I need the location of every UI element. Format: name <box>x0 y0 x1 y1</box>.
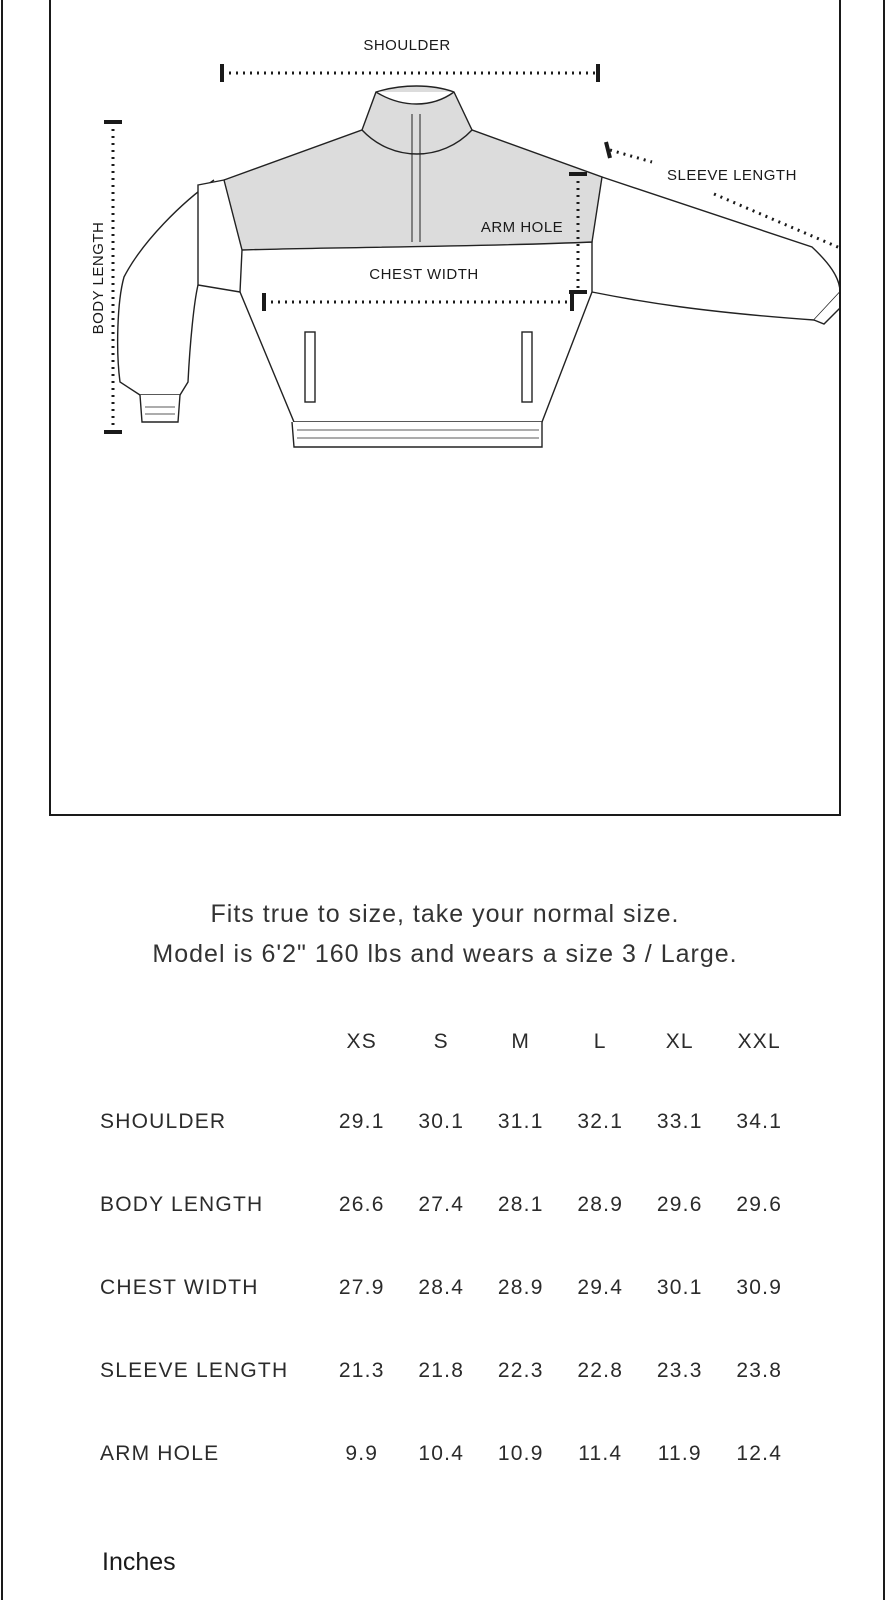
chest-width-dim-label: CHEST WIDTH <box>369 266 479 283</box>
table-cell: 34.1 <box>736 1109 783 1133</box>
row-label: SLEEVE LENGTH <box>100 1358 289 1382</box>
table-cell: 30.1 <box>418 1109 465 1133</box>
table-cell: 31.1 <box>497 1109 544 1133</box>
table-cell: 21.3 <box>338 1358 385 1382</box>
table-cell: 29.4 <box>577 1275 624 1299</box>
table-cell: 32.1 <box>577 1109 624 1133</box>
units-label: Inches <box>102 1548 176 1576</box>
table-cell: 11.9 <box>657 1441 702 1465</box>
row-label: SHOULDER <box>100 1109 227 1133</box>
shoulder-dim-label: SHOULDER <box>363 37 451 54</box>
fit-note: Fits true to size, take your normal size. <box>210 900 680 928</box>
table-row <box>100 1329 799 1412</box>
table-row <box>100 1163 799 1246</box>
table-cell: 30.9 <box>736 1275 783 1299</box>
size-header: S <box>433 1030 449 1053</box>
table-cell: 28.9 <box>577 1192 624 1216</box>
table-cell: 12.4 <box>736 1441 783 1465</box>
table-row <box>100 1246 799 1329</box>
table-cell: 11.4 <box>578 1441 623 1465</box>
table-cell: 33.1 <box>656 1109 703 1133</box>
table-row <box>100 1080 799 1163</box>
table-cell: 29.6 <box>656 1192 703 1216</box>
model-note: Model is 6'2" 160 lbs and wears a size 3 / Large. <box>152 940 738 968</box>
size-header: XXL <box>737 1030 781 1053</box>
sleeve-length-dim-label: SLEEVE LENGTH <box>667 167 797 184</box>
size-header: XL <box>665 1030 694 1053</box>
table-cell: 28.1 <box>497 1192 544 1216</box>
header-corner <box>100 1030 322 1080</box>
table-cell: 28.4 <box>418 1275 465 1299</box>
table-cell: 22.8 <box>577 1358 624 1382</box>
size-chart-table <box>100 1030 799 1495</box>
jacket-illustration <box>51 0 841 816</box>
row-label: ARM HOLE <box>100 1441 220 1465</box>
table-cell: 29.6 <box>736 1192 783 1216</box>
size-header: M <box>511 1030 531 1053</box>
row-label: CHEST WIDTH <box>100 1275 259 1299</box>
size-diagram <box>49 0 841 816</box>
row-label: BODY LENGTH <box>100 1192 264 1216</box>
table-cell: 27.4 <box>418 1192 465 1216</box>
table-cell: 27.9 <box>338 1275 385 1299</box>
table-cell: 26.6 <box>338 1192 385 1216</box>
table-cell: 30.1 <box>656 1275 703 1299</box>
table-cell: 23.3 <box>656 1358 703 1382</box>
arm-hole-dim-label: ARM HOLE <box>480 219 564 236</box>
table-cell: 10.9 <box>497 1441 544 1465</box>
table-cell: 28.9 <box>497 1275 544 1299</box>
table-cell: 9.9 <box>345 1441 379 1465</box>
size-header: L <box>593 1030 607 1053</box>
table-cell: 10.4 <box>418 1441 465 1465</box>
size-header: XS <box>346 1030 377 1053</box>
table-cell: 23.8 <box>736 1358 783 1382</box>
table-row <box>100 1412 799 1495</box>
body-length-dim-label: BODY LENGTH <box>90 221 107 335</box>
size-header-row <box>100 1030 799 1080</box>
table-cell: 22.3 <box>497 1358 544 1382</box>
table-cell: 29.1 <box>338 1109 385 1133</box>
table-cell: 21.8 <box>418 1358 465 1382</box>
